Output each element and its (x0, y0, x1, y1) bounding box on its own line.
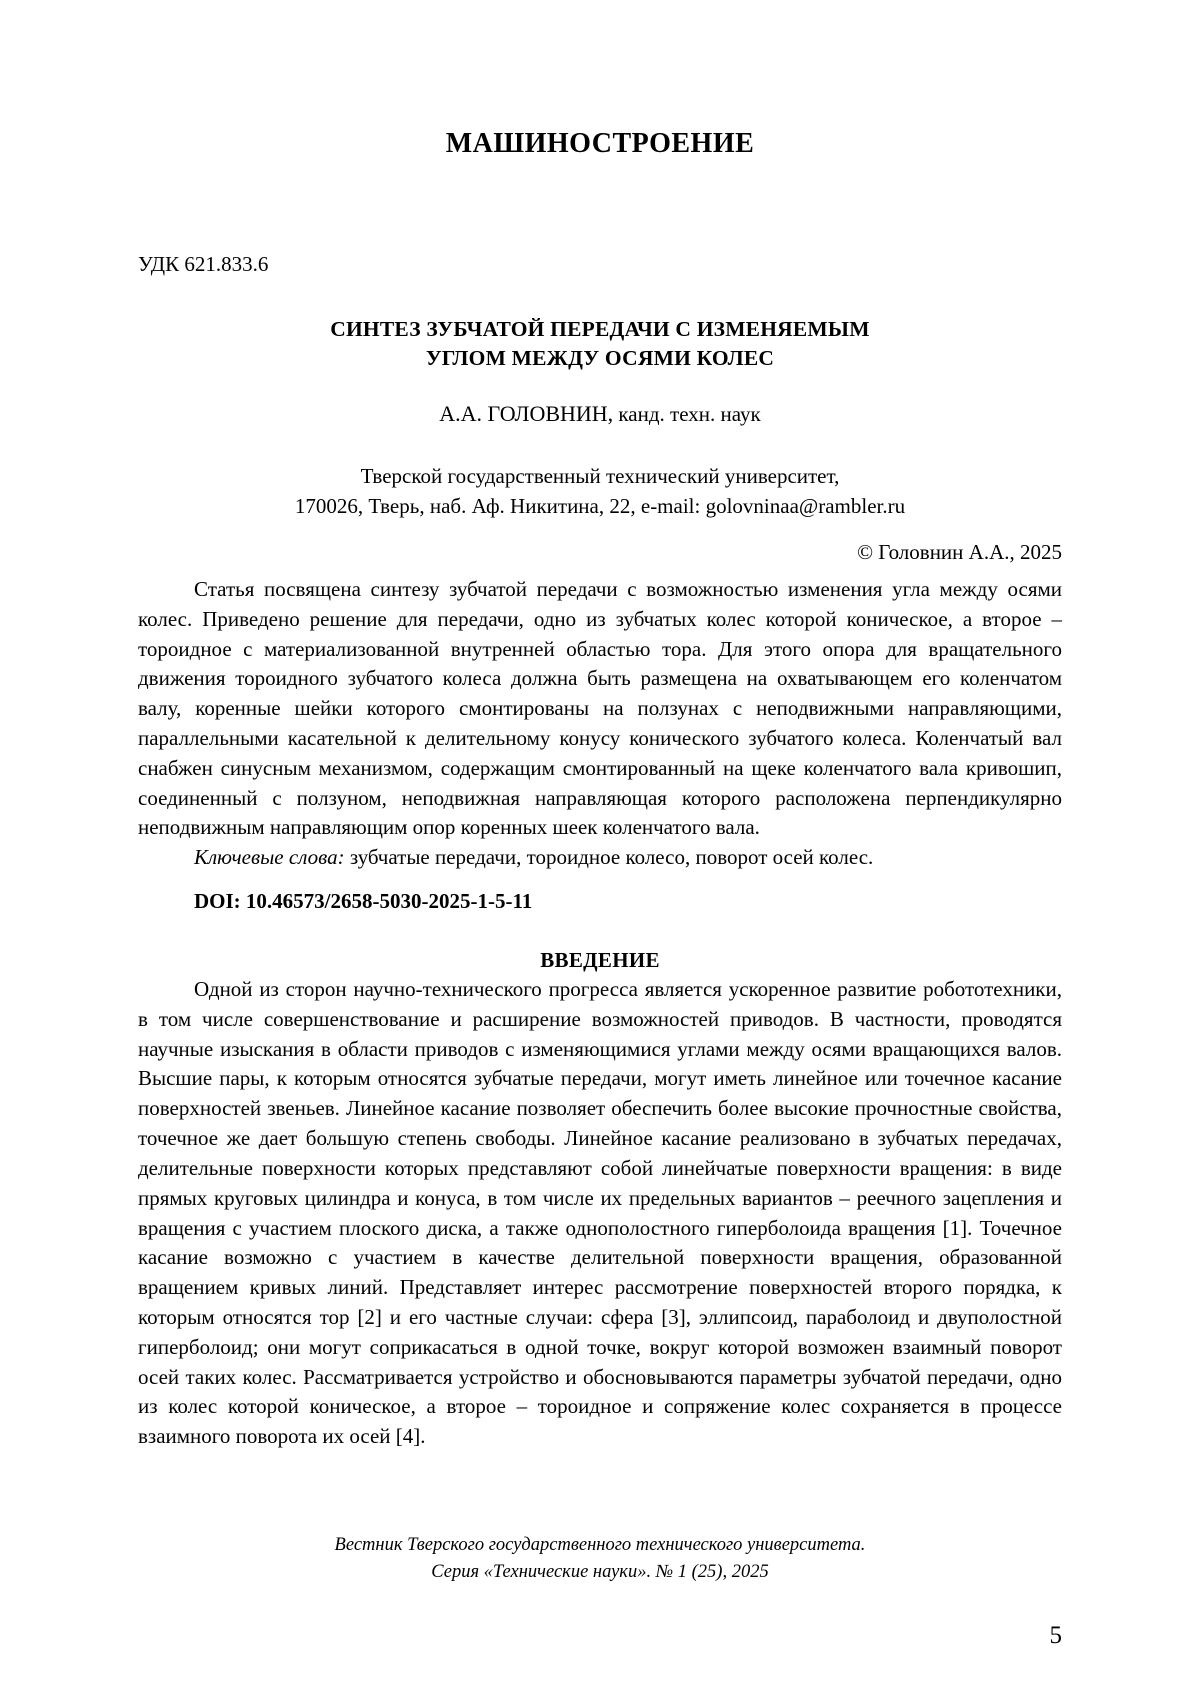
affiliation (138, 461, 1062, 522)
abstract-paragraph: Статья посвящена синтезу зубчатой передачи с возможностью изменения угла между осями колес. Приведено решение для передачи, одно из зубчатых колес которой коническое, а второе – тороидное с материализованной внутренней областью тора. Для этого опора для вращательного движения тороидного зубчатого колеса должна быть размещена на охватывающем его коленчатом валу, коренные шейки которого смонтированы на ползунах с неподвижными направляющими, параллельными касательной к делительному конусу конического зубчатого колеса. Коленчатый вал снабжен синусным механизмом, содержащим смонтированный на щеке коленчатого вала кривошип, соединенный с ползуном, неподвижная направляющая которого расположена перпендикулярно неподвижным направляющим опор коренных шеек коленчатого вала. (138, 576, 1062, 840)
doi: DOI: 10.46573/2658-5030-2025-1-5-11 (194, 889, 533, 914)
page-footer (138, 1532, 1062, 1586)
author-name: А.А. ГОЛОВНИН, (439, 401, 614, 427)
affiliation-address: 170026, Тверь, наб. Аф. Никитина, 22, e-mail: golovninaa@rambler.ru (294, 494, 906, 519)
author-degree: канд. техн. наук (618, 402, 761, 427)
introduction-paragraph: Одной из сторон научно-технического прогресса является ускоренное развитие робототехники, в том числе совершенствование и расширение возможностей приводов. В частности, проводятся научные изыскания в области приводов с изменяющимися углами между осями вращающихся валов. Высшие пары, к которым относятся зубчатые передачи, могут иметь линейное или точечное касание поверхностей звеньев. Линейное касание позволяет обеспечить более высокие прочностные свойства, точечное же дает большую степень свободы. Линейное касание реализовано в зубчатых передачах, делительные поверхности которых представляют собой линейчатые поверхности вращения: в виде прямых круговых цилиндра и конуса, в том числе их предельных вариантов – реечного зацепления и вращения с участием плоского диска, а также однополостного гиперболоида вращения [1]. Точечное касание возможно с участием в качестве делительной поверхности вращения, образованной вращением кривых линий. Представляет интерес рассмотрение поверхностей второго порядка, к которым относятся тор [2] и его частные случаи: сфера [3], эллипсоид, параболоид и двуполостной гиперболоид; они могут соприкасаться в одной точке, вокруг которой возможен взаимный поворот осей таких колес. Рассматривается устройство и обосновываются параметры зубчатой передачи, одно из колес которой коническое, а второе – тороидное и сопряжение колес сохраняется в процессе взаимного поворота их осей [4]. (138, 977, 1062, 1449)
article-title (138, 315, 1062, 373)
copyright-notice: © Головнин А.А., 2025 (857, 539, 1062, 564)
footer-journal-name: Вестник Тверского государственного технического университета. (334, 1535, 866, 1556)
article-title-line-2: УГЛОМ МЕЖДУ ОСЯМИ КОЛЕС (425, 346, 775, 371)
page-number: 5 (1049, 1622, 1062, 1649)
udk-code: УДК 621.833.6 (138, 252, 269, 276)
introduction-heading: ВВЕДЕНИЕ (540, 948, 660, 973)
keywords-value: зубчатые передачи, тороидное колесо, поворот осей колес. (349, 845, 874, 870)
author-line (138, 401, 1062, 427)
affiliation-institution: Тверской государственный технический университет, (360, 464, 840, 489)
section-heading: МАШИНОСТРОЕНИЕ (445, 128, 755, 159)
keywords-label: Ключевые слова: (194, 845, 345, 870)
keywords (138, 843, 1062, 873)
footer-issue: Серия «Технические науки». № 1 (25), 2025 (431, 1562, 769, 1583)
article-title-line-1: СИНТЕЗ ЗУБЧАТОЙ ПЕРЕДАЧИ С ИЗМЕНЯЕМЫМ (330, 317, 870, 341)
